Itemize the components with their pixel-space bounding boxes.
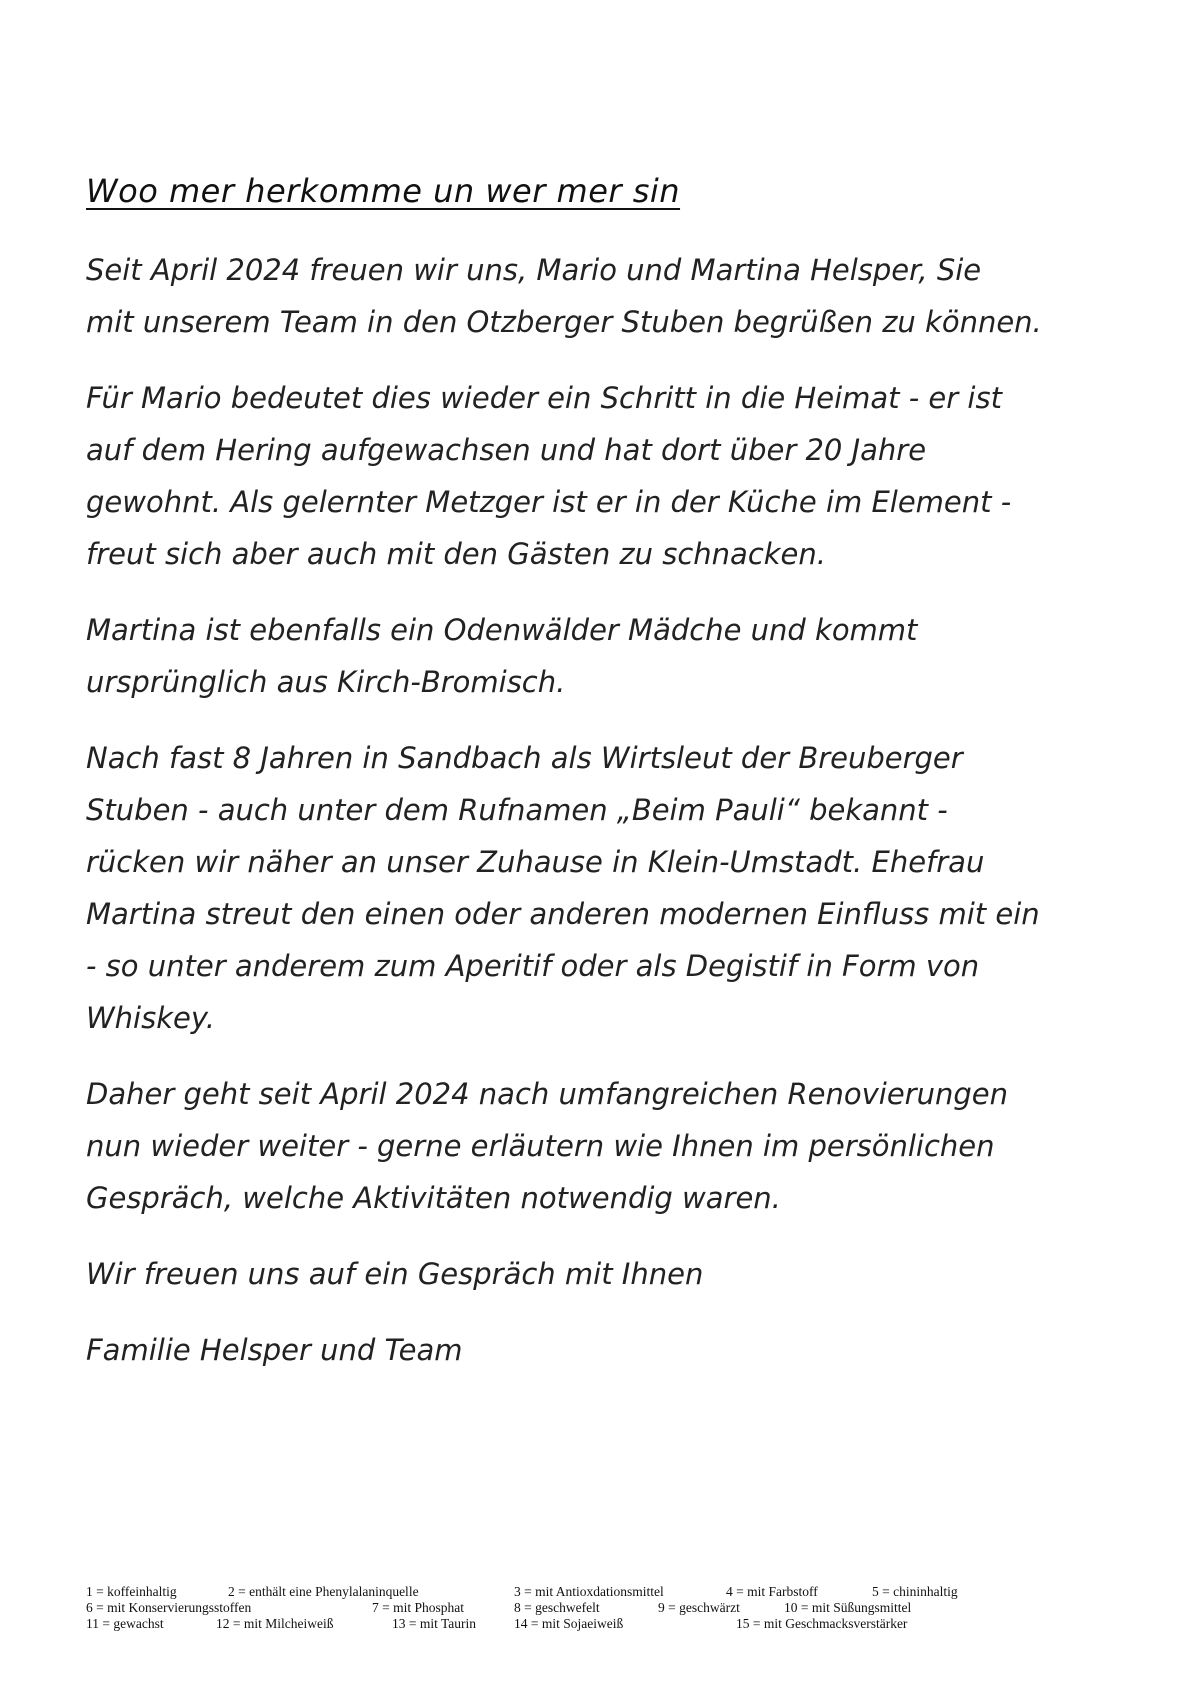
- paragraph: [86, 372, 1126, 580]
- text-line: gewohnt. Als gelernter Metzger ist er in der Küche im Element -: [86, 485, 1012, 519]
- footnote: 6 = mit Konservierungsstoffen: [86, 1600, 252, 1615]
- text-line: Stuben - auch unter dem Rufnamen „Beim Pauli“ bekannt -: [86, 793, 948, 827]
- footnote-row: [86, 1600, 1126, 1616]
- footnote-row: [86, 1616, 1126, 1632]
- text-line: Whiskey.: [86, 1001, 215, 1035]
- text-line: Martina ist ebenfalls ein Odenwälder Mädche und kommt: [86, 613, 918, 647]
- paragraph: [86, 244, 1126, 348]
- footnote-row: [86, 1584, 1126, 1600]
- footnote: 13 = mit Taurin: [392, 1616, 477, 1631]
- page-title: Woo mer herkomme un wer mer sin: [86, 172, 681, 210]
- footnote: 15 = mit Geschmacksverstärker: [736, 1616, 908, 1631]
- text-line: Martina streut den einen oder anderen modernen Einfluss mit ein: [86, 897, 1040, 931]
- text-line: Nach fast 8 Jahren in Sandbach als Wirtsleut der Breuberger: [86, 741, 963, 775]
- signature-line: [86, 1324, 1126, 1376]
- body-text: [86, 244, 1126, 1400]
- paragraph: [86, 1248, 1126, 1300]
- footnote: 5 = chininhaltig: [872, 1584, 958, 1599]
- text-line: Wir freuen uns auf ein Gespräch mit Ihnen: [86, 1257, 704, 1291]
- text-line: Seit April 2024 freuen wir uns, Mario und Martina Helsper, Sie: [86, 253, 982, 287]
- text-line: mit unserem Team in den Otzberger Stuben begrüßen zu können.: [86, 305, 1042, 339]
- footnote: 8 = geschwefelt: [514, 1600, 600, 1615]
- paragraph: [86, 1068, 1126, 1224]
- text-line: rücken wir näher an unser Zuhause in Klein-Umstadt. Ehefrau: [86, 845, 985, 879]
- text-line: - so unter anderem zum Aperitif oder als Degistif in Form von: [86, 949, 980, 983]
- text-line: Daher geht seit April 2024 nach umfangreichen Renovierungen: [86, 1077, 1008, 1111]
- paragraph: [86, 604, 1126, 708]
- footnote: 3 = mit Antioxdationsmittel: [514, 1584, 664, 1599]
- text-line: Familie Helsper und Team: [86, 1333, 463, 1367]
- footnote: 14 = mit Sojaeiweiß: [514, 1616, 624, 1631]
- footnote: 2 = enthält eine Phenylalaninquelle: [228, 1584, 419, 1599]
- footnote: 4 = mit Farbstoff: [726, 1584, 818, 1599]
- footnote: 10 = mit Süßungsmittel: [784, 1600, 912, 1615]
- text-line: Für Mario bedeutet dies wieder ein Schritt in die Heimat - er ist: [86, 381, 1002, 415]
- allergen-footnotes: [86, 1584, 1126, 1632]
- text-line: Gespräch, welche Aktivitäten notwendig waren.: [86, 1181, 781, 1215]
- footnote: 9 = geschwärzt: [658, 1600, 740, 1615]
- paragraph: [86, 732, 1126, 1044]
- footnote: 11 = gewachst: [86, 1616, 164, 1631]
- text-line: auf dem Hering aufgewachsen und hat dort über 20 Jahre: [86, 433, 927, 467]
- footnote: 12 = mit Milcheiweiß: [216, 1616, 334, 1631]
- footnote: 7 = mit Phosphat: [372, 1600, 464, 1615]
- text-line: nun wieder weiter - gerne erläutern wie Ihnen im persönlichen: [86, 1129, 995, 1163]
- text-line: ursprünglich aus Kirch-Bromisch.: [86, 665, 566, 699]
- text-line: freut sich aber auch mit den Gästen zu schnacken.: [86, 537, 826, 571]
- footnote: 1 = koffeinhaltig: [86, 1584, 177, 1599]
